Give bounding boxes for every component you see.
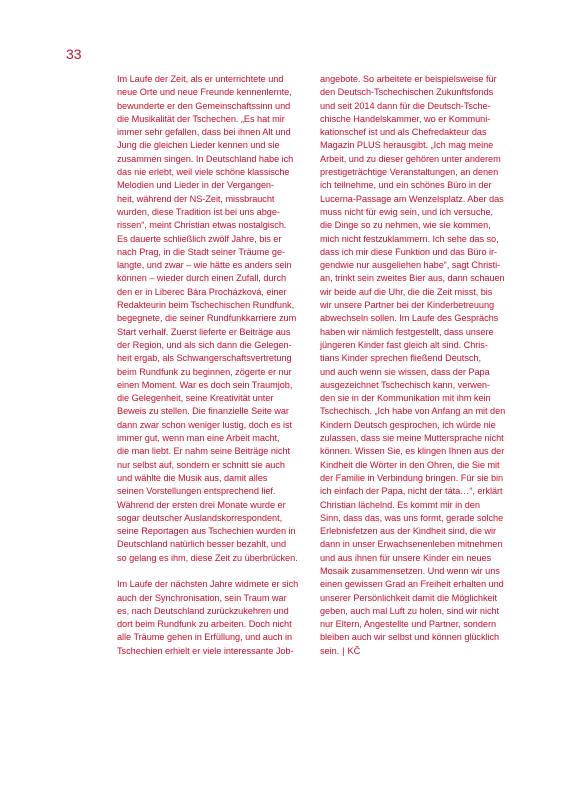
text-line: Während der ersten drei Monate wurde er xyxy=(117,499,286,510)
text-line-content: Arbeit, und zu dieser gehören unter anderem xyxy=(320,153,501,164)
text-line-content: sein. xyxy=(320,645,340,656)
text-line-content: und aus ihnen für unsere Kinder ein neues xyxy=(320,552,492,563)
paragraph-gap xyxy=(117,565,309,578)
text-line: immer gut, wenn man eine Arbeit macht, xyxy=(117,433,280,444)
text-line xyxy=(320,326,512,339)
text-line xyxy=(320,445,512,458)
text-line-content: nur Eltern, Angestellte und Partner, sondern xyxy=(320,619,497,630)
text-line xyxy=(320,459,512,472)
text-line xyxy=(320,233,512,246)
author-initials: KČ xyxy=(347,645,361,656)
text-line: die Musikalität der Tschechen. „Es hat mir xyxy=(117,113,285,124)
text-line-content: Magazin PLUS herausgibt. „Ich mag meine xyxy=(320,140,494,151)
text-line-content: einen gewissen Grad an Freiheit erhalten und xyxy=(320,579,504,590)
text-line-content: geben, auch mal Luft zu holen, sind wir nicht xyxy=(320,605,500,616)
text-line xyxy=(320,286,512,299)
text-line-content: der Familie in Verbindung bringen. Für sie bin xyxy=(320,472,504,483)
text-line xyxy=(320,578,512,591)
text-line xyxy=(320,538,512,551)
text-line: die Gelegenheit, seine Kreativität unter xyxy=(117,393,274,404)
text-line: den er in Liberec Bára Procházková, einer xyxy=(117,286,287,297)
text-line: heit, während der NS-Zeit, missbraucht xyxy=(117,193,275,204)
text-line-content: haben wir nämlich festgestellt, dass unsere xyxy=(320,326,494,337)
text-line-content: dann in unser Erwachsenenleben mitnehmen xyxy=(320,539,503,550)
text-line: Beweis zu stellen. Die finanzielle Seite war xyxy=(117,406,289,417)
text-line: rissen“, meint Christian etwas nostalgisch. xyxy=(117,220,287,231)
text-line xyxy=(320,618,512,631)
text-line: bewunderte er den Gemeinschaftssinn und xyxy=(117,100,291,111)
text-line-content: Lucerna-Passage am Wenzelsplatz. Aber das xyxy=(320,193,504,204)
text-line xyxy=(320,312,512,325)
text-line: seinen Vorstellungen entsprechend lief. xyxy=(117,486,276,497)
text-line xyxy=(320,113,512,126)
text-line-content: Kindheit die Wörter in den Ohren, die Sie mit xyxy=(320,459,500,470)
text-line xyxy=(320,512,512,525)
text-line-content: angebote. So arbeitete er beispielsweise für xyxy=(320,74,497,84)
text-line-content: abwechseln sollen. Im Laufe des Gesprächs xyxy=(320,313,499,324)
text-line-content: zulassen, dass sie meine Muttersprache nicht xyxy=(320,433,504,444)
text-line xyxy=(320,645,512,658)
text-line-content: dass ich mir diese Funktion und das Büro ir- xyxy=(320,246,498,257)
text-line xyxy=(320,419,512,432)
text-line xyxy=(320,472,512,485)
text-line-content: muss nicht für ewig sein, und ich versuche, xyxy=(320,206,494,217)
text-line: Redakteurin beim Tschechischen Rundfunk, xyxy=(117,300,295,311)
text-line-content: chische Handelskammer, wo er Kommuni- xyxy=(320,113,491,124)
text-line xyxy=(320,259,512,272)
text-line: Start verhalf. Zuerst lieferte er Beiträge aus xyxy=(117,326,291,337)
page-number: 33 xyxy=(66,46,82,62)
article-column-left xyxy=(117,73,309,658)
text-line-content: die Dinge so zu nehmen, wie sie kommen, xyxy=(320,220,491,231)
text-line xyxy=(320,339,512,352)
text-line: beim Rundfunk zu beginnen, zögerte er nur xyxy=(117,366,292,377)
text-line xyxy=(320,631,512,644)
text-line xyxy=(320,379,512,392)
text-line: Im Laufe der Zeit, als er unterrichtete und xyxy=(117,74,284,84)
text-line xyxy=(320,219,512,232)
text-line xyxy=(320,100,512,113)
text-line: dann zwar schon weniger lustig, doch es ist xyxy=(117,419,293,430)
text-line: es, nach Deutschland zurückzukehren und xyxy=(117,605,289,616)
text-line: Es dauerte schließlich zwölf Jahre, bis er xyxy=(117,233,282,244)
text-line xyxy=(320,299,512,312)
text-line: so gelang es ihm, diese Zeit zu überbrücken. xyxy=(117,552,298,563)
text-line xyxy=(320,525,512,538)
text-line-content: wir unsere Partner bei der Kinderbetreuung xyxy=(320,300,495,311)
text-line: auch der Synchronisation, sein Traum war xyxy=(117,592,287,603)
text-line: begegnete, die seiner Rundfunkkarriere zum xyxy=(117,313,297,324)
text-line-content: mich nicht festzuklammern. Ich sehe das so, xyxy=(320,233,499,244)
text-line: können – wieder durch einen Zufall, durch xyxy=(117,273,287,284)
text-line-content: den Deutsch-Tschechischen Zukunftsfonds xyxy=(320,87,494,98)
text-line-content: prestigeträchtige Veranstaltungen, an denen xyxy=(320,167,499,178)
text-line-content: Sinn, dass das, was uns formt, gerade solche xyxy=(320,512,504,523)
text-line: nach Prag, in die Stadt seiner Träume ge- xyxy=(117,246,286,257)
text-line: das nie erlebt, weil viele schöne klassische xyxy=(117,167,290,178)
text-line xyxy=(320,126,512,139)
text-line xyxy=(320,166,512,179)
text-line xyxy=(320,193,512,206)
text-line xyxy=(320,272,512,285)
text-line: sogar deutscher Auslandskorrespondent, xyxy=(117,512,283,523)
text-line-content: wir beide auf die Uhr, die die Zeit misst, bis xyxy=(320,286,493,297)
text-line-content: und auch wenn sie wissen, dass der Papa xyxy=(320,366,490,377)
text-line xyxy=(320,485,512,498)
text-line-content: jüngeren Kinder fast gleich alt sind. Chris- xyxy=(320,339,488,350)
text-line-content: tians Kinder sprechen fließend Deutsch, xyxy=(320,353,481,364)
text-line-content: kationschef ist und als Chefredakteur das xyxy=(320,127,487,138)
text-line-content: ausgezeichnet Tschechisch kann, verwen- xyxy=(320,379,490,390)
text-line: neue Orte und neue Freunde kennenlernte, xyxy=(117,87,292,98)
text-line-content: und seit 2014 dann für die Deutsch-Tsche- xyxy=(320,100,491,111)
text-line-content: gendwie nur ausgeliehen habe“, sagt Christi- xyxy=(320,260,501,271)
text-line xyxy=(320,206,512,219)
text-line-content: an, trinkt sein zweites Bier aus, dann schauen xyxy=(320,273,505,284)
text-line xyxy=(320,432,512,445)
text-line xyxy=(320,405,512,418)
text-line xyxy=(320,246,512,259)
text-line: Jung die gleichen Lieder kennen und sie xyxy=(117,140,280,151)
text-line xyxy=(320,352,512,365)
text-line-content: bleiben auch wir selbst und können glücklich xyxy=(320,632,500,643)
text-line-content: Christian lächelnd. Es kommt mir in den xyxy=(320,499,480,510)
text-line: die man liebt. Er nahm seine Beiträge nicht xyxy=(117,446,291,457)
end-separator: | xyxy=(342,645,345,656)
text-line-content: den sie in der Kommunikation mit ihm kein xyxy=(320,393,491,404)
text-line: und wählte die Musik aus, damit alles xyxy=(117,472,268,483)
text-line: immer sehr gefallen, dass bei ihnen Alt und xyxy=(117,127,291,138)
article-column-right xyxy=(320,73,512,658)
text-line: wurden, diese Tradition ist bei uns abge- xyxy=(117,206,280,217)
text-line xyxy=(320,592,512,605)
text-line: Tschechien erhielt er viele interessante Job- xyxy=(117,645,294,656)
text-line-content: können. Wissen Sie, es klingen Ihnen aus der xyxy=(320,446,505,457)
text-line xyxy=(320,86,512,99)
text-line-content: Erlebnisfetzen aus der Kindheit sind, die wir xyxy=(320,526,496,537)
text-line: seine Reportagen aus Tschechien wurden in xyxy=(117,526,296,537)
text-line xyxy=(320,153,512,166)
text-line xyxy=(320,179,512,192)
text-line xyxy=(320,392,512,405)
text-line-content: unserer Persönlichkeit damit die Möglichkeit xyxy=(320,592,498,603)
text-line: langte, und zwar – wie hätte es anders sein xyxy=(117,260,292,271)
text-line xyxy=(320,605,512,618)
text-line: Im Laufe der nächsten Jahre widmete er sich xyxy=(117,579,299,590)
text-line: Melodien und Lieder in der Vergangen- xyxy=(117,180,275,191)
text-line-content: Mosaik zusammensetzen. Und wenn wir uns xyxy=(320,565,500,576)
text-line-content: ich einfach der Papa, nicht der táta…“, erklärt xyxy=(320,486,503,497)
text-line: der Region, und als sich dann die Gelegen- xyxy=(117,339,292,350)
text-line: nur selbst auf, sondern er schnitt sie auch xyxy=(117,459,285,470)
text-line xyxy=(320,565,512,578)
text-line xyxy=(320,73,512,86)
text-line: einen Moment. War es doch sein Traumjob, xyxy=(117,379,293,390)
text-line-content: ich teilnehme, und ein schönes Büro in der xyxy=(320,180,492,191)
text-line: dort beim Rundfunk zu arbeiten. Doch nicht xyxy=(117,619,292,630)
text-line xyxy=(320,499,512,512)
text-line: heit ergab, als Schwangerschaftsvertretung xyxy=(117,353,292,364)
text-line: zusammen singen. In Deutschland habe ich xyxy=(117,153,294,164)
text-line xyxy=(320,366,512,379)
text-line xyxy=(320,139,512,152)
text-line xyxy=(320,552,512,565)
text-line: alle Träume gehen in Erfüllung, und auch in xyxy=(117,632,293,643)
text-line-content: Kindern Deutsch gesprochen, ich würde nie xyxy=(320,419,496,430)
text-line: Deutschland natürlich besser bezahlt, und xyxy=(117,539,287,550)
text-line-content: Tschechisch. „Ich habe von Anfang an mit den xyxy=(320,406,506,417)
